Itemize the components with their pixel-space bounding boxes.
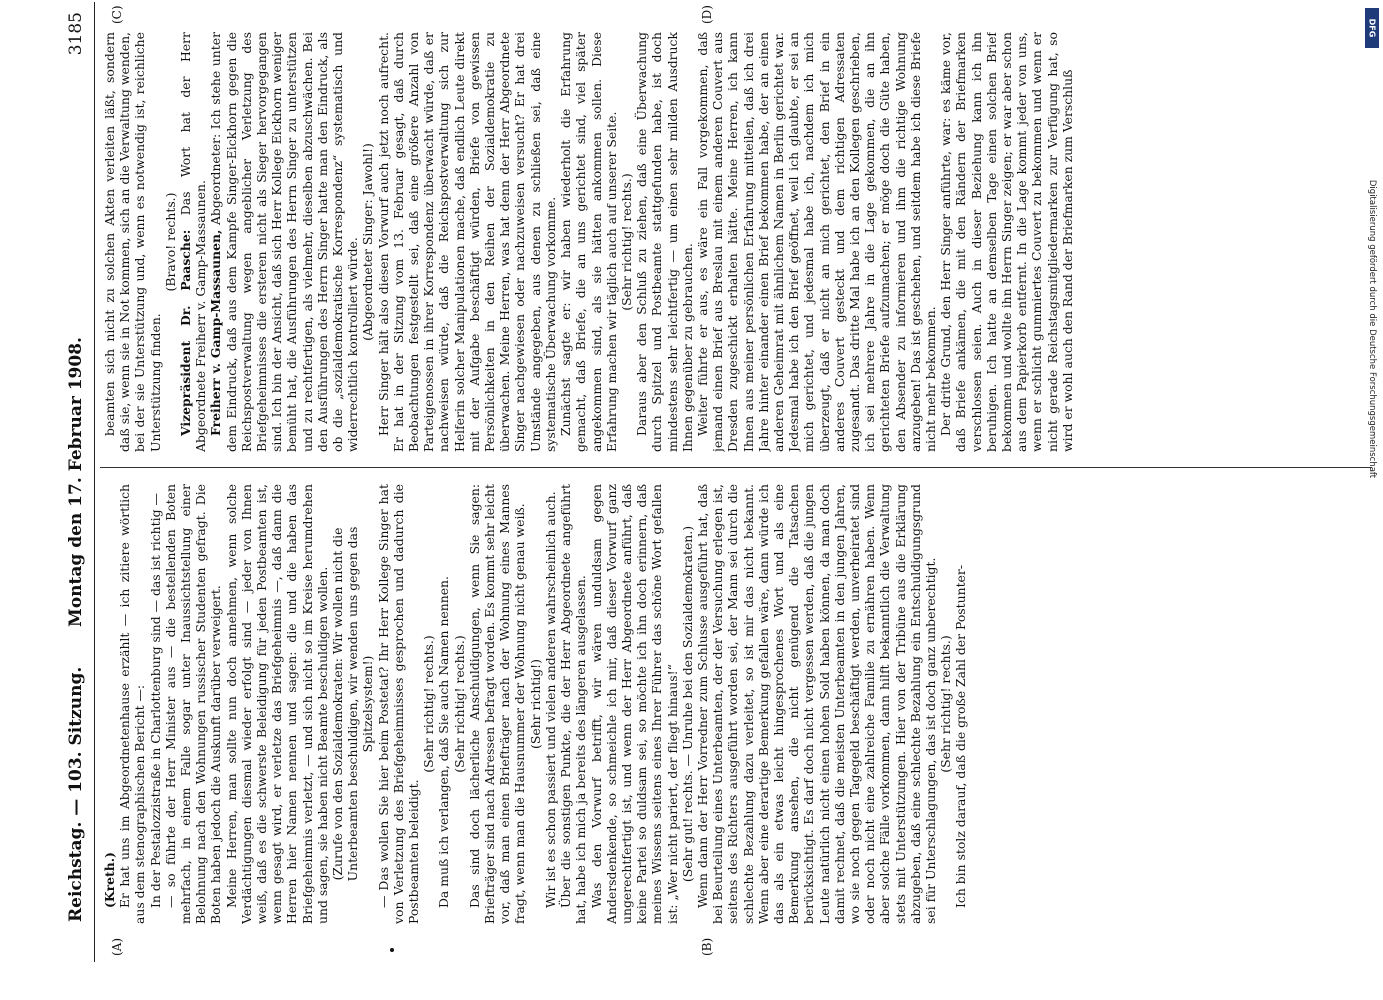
paragraph-text: Abgeordneter: Ich stehe unter dem Eindruck, daß aus dem Kampfe Singer-Eickhorn gegen die Reichspostverwaltung wegen angeblicher Verletzung des Briefgeheimnisses die ersteren nicht als Sieger hervorgegangen sind. Ich bin der Ansicht, daß sich Herr Kollege Eickhorn weniger bemüht hat, die Ausführungen des Herrn Singer zu unterstützen und zu rechtfertigen, als vielmehr, dieselben abzuschwächen. Bei den Ausführungen des Herrn Singer hatte man den Eindruck, als ob die „sozialdemokratische Korrespondenz“ systematisch und widerrechtlich kontrolliert würde. [208,32,361,452]
column-divider [100,467,1372,468]
paragraph-text: Wir ist es schon passiert und vielen anderen wahrscheinlich auch. [542,491,558,908]
paragraph [938,32,1075,452]
paragraph [163,484,224,924]
paragraph [208,32,360,452]
paragraph-text: (Zurufe von den Sozialdemokraten: Wir wollen nicht die Unterbeamten beschuldigen, wir wenden uns gegen das Spitzelsystem!) [330,526,376,882]
dfg-logo-text: DFG [1367,18,1377,38]
paragraph-text: (Sehr richtig!) [527,659,543,749]
paragraph [178,32,208,452]
paragraph [619,32,634,452]
paragraph-text: Meine Herren, man sollte nun doch annehmen, wenn solche Verdächtigungen diesmal wieder erfolgt sind — jeder von Ihnen weiß, daß es die schwerste Beleidigung für jeden Postbeamten ist, wenn gesagt wird, er verletze das Briefgeheimnis —, daß dann die Herren hier Namen nennen und sagen: die und die haben das Briefgeheimnis verletzt, — und sich nicht so im Kreise herumdrehen und sagen, sie haben nicht Beamte beschuldigen wollen. [223,484,330,924]
page-number: 3185 [66,12,86,56]
left-column [102,484,1372,924]
paragraph-text: Was den Vorwurf betrifft, wir wären unduldsam gegen Andersdenkende, so schmeichle ich mir, daß dieser Vorwurf ganz ungerechtfertigt ist, und wenn der Herr Abgeordnete anführt, daß keine Partei so duldsam sei, so möchte ich ihn doch erinnern, daß meines Wissens seitens eines Ihrer Führer das schöne Wort gefallen ist: „Wer nicht pariert, der fliegt hinaus!“ [588,484,680,924]
paragraph-text: (Sehr gut! rechts. — Unruhe bei den Sozialdemokraten.) [679,525,695,883]
paragraph-text: (Sehr richtig! rechts.) [938,635,954,773]
paragraph-text: Er hat uns im Abgeordnetenhause erzählt — ich zitiere wörtlich aus dem stenographischen Bericht —: [117,484,148,924]
paragraph [695,484,938,924]
paragraph-text: — so führte der Herr Minister aus — die bestellenden Boten mehrfach, in einem Falle sogar unter Inaussichtstellung einer Belohnung nach den Wohnungen russischer Studenten gefragt. Die Boten haben jedoch die Auskunft darüber verweigert. [162,484,224,924]
dfg-credit-text: Digitalisierung gefördert durch die Deutsche Forschungsgemeinschaft [1367,179,1377,479]
paragraph [102,484,117,924]
dfg-strip [1365,8,1379,608]
paragraph-text: Der dritte Grund, den Herr Singer anführte, war: es käme vor, daß Briefe ankämen, die mit den Rändern der Briefmarken verschlossen seien. Auch in dieser Beziehung kann ich ihn beruhigen. Ich hatte an demselben Tage einen solchen Brief bekommen und wollte ihn Herrn Singer zeigen; er war aber schon aus dem Papierkorb entfernt. In die Lage kommt jeder von uns, wenn er schlicht gummiertes Couvert zu bekommen und wenn er nicht gerade Reichstagsmitgliedermarken zur Verfügung hat, so wird er wohl auch den Rand der Briefmarken zum Verschluß [938,32,1075,452]
paragraph [558,484,588,924]
speaker-name: (Kreth.) [102,852,117,908]
paragraph-text: Über die sonstigen Punkte, die der Herr Abgeordnete angeführt hat, habe ich mich ja bereits des längeren ausgelassen. [558,484,589,924]
paragraph [102,32,163,452]
margin-marker-b: (B) [700,937,714,956]
paragraph [148,484,163,924]
paragraph-text: (Sehr richtig! rechts.) [421,635,437,773]
paragraph-text: Das sind doch lächerliche Anschuldigungen, wenn Sie sagen: Briefträger sind nach Adressen befragt worden. Es kommt sehr leicht vor, daß man einen Briefträger nach der Wohnung eines Mannes fragt, wenn man die Hausnummer der Wohnung nicht genau weiß. [466,484,528,924]
paragraph-text: (Abgeordneter Singer: Jawohl!) [360,143,376,341]
paragraph [589,484,680,924]
paragraph-text: Ich bin stolz darauf, daß die große Zahl der Postunter- [953,564,969,908]
paragraph [117,484,147,924]
paragraph-text: In der Pestalozzistraße in Charlottenburg sind — das ist richtig — [147,493,163,908]
paragraph [528,484,543,924]
speaker-name: Freiherr v. Gamp-Massaunen, [208,229,224,436]
paragraph-text: Wenn dann der Herr Vorredner zum Schlusse ausgeführt hat, daß bei Beurteilung eines Unterbeamten, der der Versuchung erlegen ist, seitens des Richters ausgeführt worden sei, der Mann sei durch die schlechte Bezahlung dazu verleitet, so ist mir das nicht bekannt. Wenn aber eine derartige Bemerkung gefallen wäre, dann würde ich das als ein etwas leicht hingesprochenes Wort und als eine Bemerkung ansehen, die nicht genügend die Tatsachen berücksichtigt. Es darf doch nicht vergessen werden, daß die jungen Leute natürlich nicht einen hohen Sold haben können, da man doch damit rechnet, daß die meisten Unterbeamten in den jungen Jahren, wo sie noch gegen Tagegeld beschäftigt werden, unverheiratet sind oder noch nicht eine zahlreiche Familie zu ernähren haben. Wenn aber solche Fälle vorkommen, dann hilft bekanntlich die Verwaltung stets mit Unterstützungen. Hier von der Tribüne aus die Erklärung abzugeben, daß eine schlechte Bezahlung ein Entschuldigungsgrund sei für Unterschlagungen, das ist doch ganz unberechtigt. [694,484,938,924]
dfg-credit [1365,54,1379,604]
page-header [60,2,95,962]
paragraph [680,484,695,924]
speaker-name: Vizepräsident Dr. Paasche: [178,229,194,436]
header-date: Montag den 17. Februar 1908. [66,337,86,627]
paragraph [330,484,376,924]
paragraph [224,484,330,924]
paragraph [452,484,467,924]
paragraph-text: (Bravo! rechts.) [162,192,178,292]
margin-dot [390,948,394,952]
margin-marker-c: (C) [110,5,124,24]
paragraph-text: (Sehr richtig! rechts.) [451,635,467,773]
paragraph [436,484,451,924]
paragraph-text: Daraus aber den Schluß zu ziehen, daß eine Überwachung durch Spitzel und Postbeamte stattgefunden habe, ist doch mindestens sehr leichtfertig — um einen sehr milden Ausdruck Ihnen gegenüber zu gebrauchen. [634,32,695,452]
paragraph-text: Weiter führte er aus, es wäre ein Fall vorgekommen, daß jemand einen Brief aus Breslau mit einem anderen Couvert aus Dresden zugeschickt erhalten hätte. Meine Herren, ich kann Ihnen aus meiner persönlichen Erfahrung mitteilen, daß ich drei Jahre hinter einander einen Brief bekommen habe, der an einen anderen Geheimrat mit ähnlichem Namen in Berlin gerichtet war. Jedesmal habe ich den Brief geöffnet, weil ich glaubte, er sei an mich gerichtet, und jedesmal habe ich, nachdem ich mich überzeugt, daß er nicht an mich gerichtet, den Brief in ein anderes Couvert gesteckt und dem richtigen Adressaten zugesandt. Das dritte Mal habe ich an den Kollegen geschrieben, ich sei mehrere Jahre in die Lage gekommen, die an ihn gerichteten Briefe aufzumachen; er möge doch die Güte haben, den Absender zu informieren und ihm die richtige Wohnung anzugeben! Das ist geschehen, und seitdem habe ich diese Briefe nicht mehr bekommen. [694,32,938,452]
dfg-logo [1365,8,1379,48]
paragraph [163,32,178,452]
header-session: Reichstag. — 103. Sitzung. [66,666,86,922]
paragraph-text: beamten sich nicht zu solchen Akten verleiten läßt, sondern daß sie, wenn sie in Not kommen, sich an die Verwaltung wenden, bei der sie Unterstützung und, wenn es notwendig ist, reichliche Unterstützung finden. [102,32,163,452]
paragraph-text: Da muß ich verlangen, daß Sie auch Namen nennen. [436,576,452,908]
paragraph [360,32,375,452]
paragraph-text: — Das wollen Sie hier beim Postetat? Ihr Herr Kollege Singer hat von Verletzung des Briefgeheimnisses gesprochen und dadurch die Postbeamten beleidigt. [375,484,422,924]
paragraph [558,32,619,452]
rotated-page [60,2,1380,962]
paragraph [634,32,695,452]
paragraph-text: (Sehr richtig! rechts.) [618,173,634,311]
paragraph [421,484,436,924]
margin-marker-d: (D) [700,5,714,24]
margin-marker-a: (A) [110,937,124,956]
paragraph-text: Herr Singer hält also diesen Vorwurf auch jetzt noch aufrecht. Er hat in der Sitzung vom 13. Februar gesagt, daß durch Beobachtungen festgestellt sei, daß eine größere Anzahl von Parteigenossen in ihrer Korrespondenz überwacht würde, daß er nachweisen würde, daß die Reichspostverwaltung sich zur Helferin solcher Manipulationen mache, daß endlich Leute direkt mit der Aufgabe beschäftigt würden, Briefe von gewissen Persönlichkeiten in den Reihen der Sozialdemokratie zu überwachen. Meine Herren, was hat denn der Herr Abgeordnete Singer nachgewiesen oder nachzuweisen versucht? Er hat drei Umstände angegeben, aus denen zu schließen sei, daß eine systematische Überwachung vorkomme. [375,32,558,452]
paragraph [376,484,422,924]
paragraph [695,32,938,452]
paragraph [376,32,558,452]
right-column [102,32,1372,452]
paragraph [543,484,558,924]
paragraph-text: Zunächst sagte er: wir haben wiederholt die Erfahrung gemacht, daß Briefe, die an uns gerichtet sind, viel später angekommen sind, als sie hätten ankommen sollen. Diese Erfahrung machen wir täglich auch auf unserer Seite. [558,32,619,452]
paragraph-text: Das Wort hat der Herr Abgeordnete Freiherr v. Gamp-Massaunen. [178,32,209,452]
paragraph [953,484,968,924]
paragraph [938,484,953,924]
paragraph [467,484,528,924]
